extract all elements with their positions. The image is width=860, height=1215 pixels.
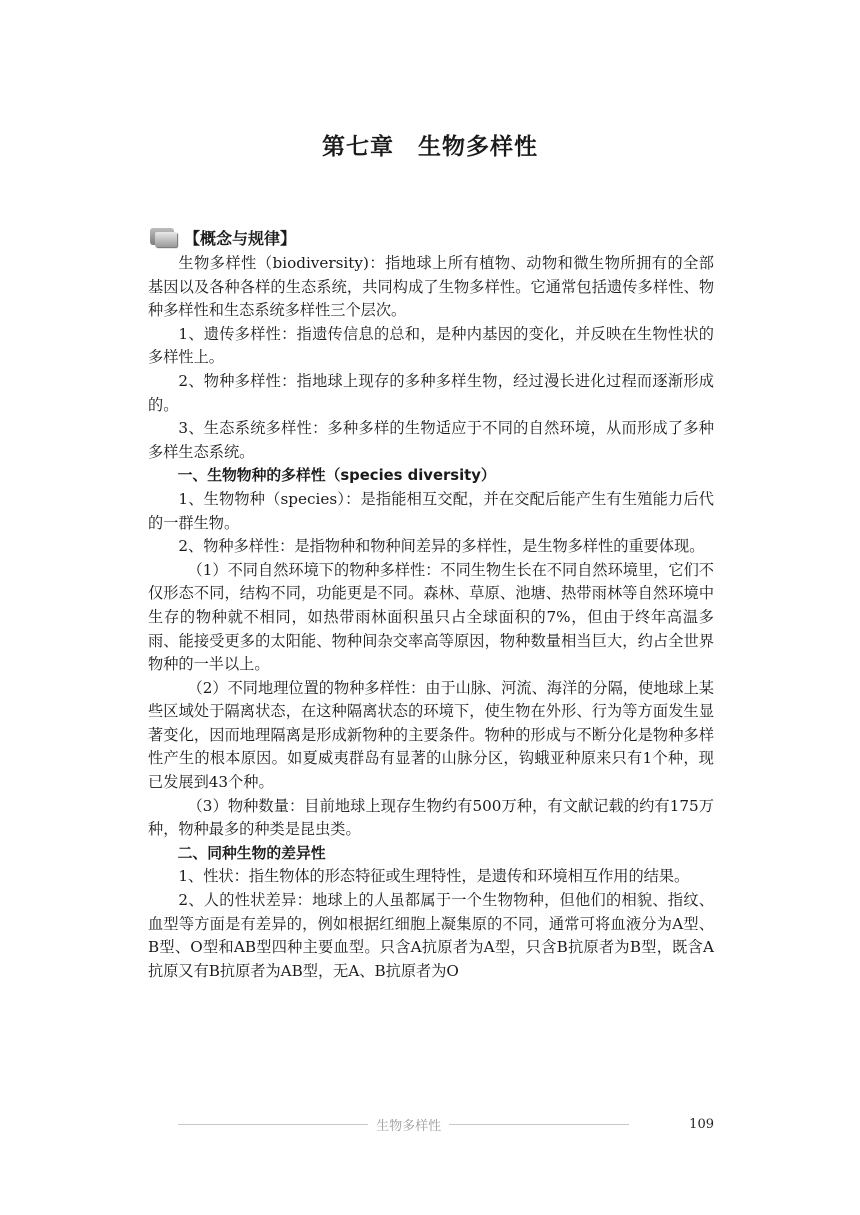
paragraph-environment-diversity: （1）不同自然环境下的物种多样性：不同生物生长在不同自然环境里，它们不仅形态不同，结构不同，功能更是不同。森林、草原、池塘、热带雨林等自然环境中生存的物种就不相同，如热带雨林面积虽只占全球面积的7%，但由于终年高温多雨、能接受更多的太阳能、物种间杂交率高等原因，物种数量相当巨大，约占全世界物种的一半以上。 — [148, 560, 714, 674]
section-header — [148, 222, 714, 252]
section-label: 【概念与规律】 — [184, 228, 297, 248]
footer-running-title: 生物多样性 — [376, 1118, 442, 1134]
paragraph-trait-definition: 1、性状：指生物体的形态特征或生理特性，是遗传和环境相互作用的结果。 — [178, 867, 690, 886]
paragraph-human-traits: 2、人的性状差异：地球上的人虽都属于一个生物物种，但他们的相貌、指纹、血型等方面是有差异的，例如根据红细胞上凝集原的不同，通常可将血液分为A型、B型、O型和AB型四种主要血型。只含A抗原者为A型，只含B抗原者为B型，既含A抗原又有B抗原者为AB型，无A、B抗原者为O — [148, 891, 714, 980]
paragraph-geographic-diversity: （2）不同地理位置的物种多样性：由于山脉、河流、海洋的分隔，使地球上某些区域处于隔离状态，在这种隔离状态的环境下，使生物在外形、行为等方面发生显著变化，因而地理隔离是形成新物种的主要条件。物种的形成与不断分化是物种多样性产生的根本原因。如夏威夷群岛有显著的山脉分区，钩蛾亚种原来只有1个种，现已发展到43个种。 — [148, 678, 714, 792]
folder-icon — [148, 225, 180, 249]
heading-intraspecies-variation: 二、同种生物的差异性 — [177, 844, 326, 862]
footer-rule-right — [449, 1124, 629, 1125]
paragraph-ecosystem-diversity: 3、生态系统多样性：多种多样的生物适应于不同的自然环境，从而形成了多种多样生态系统。 — [148, 419, 714, 461]
heading-species-diversity: 一、生物物种的多样性（species diversity） — [177, 467, 496, 485]
paragraph-species-diversity-definition: 2、物种多样性：是指物种和物种间差异的多样性，是生物多样性的重要体现。 — [178, 537, 705, 556]
page-footer — [178, 1114, 714, 1134]
chapter-title: 第七章 生物多样性 — [322, 134, 538, 160]
paragraph-species-definition: 1、生物物种（species）：是指能相互交配，并在交配后能产生有生殖能力后代的一群生物。 — [148, 489, 714, 532]
page-number: 109 — [689, 1116, 714, 1132]
paragraph-species-diversity: 2、物种多样性：指地球上现存的多种多样生物，经过漫长进化过程而逐渐形成的。 — [148, 371, 714, 414]
page-body — [148, 222, 714, 983]
paragraph-intro: 生物多样性（biodiversity)：指地球上所有植物、动物和微生物所拥有的全部基因以及各种各样的生态系统，共同构成了生物多样性。它通常包括遗传多样性、物种多样性和生态系统多样性三个层次。 — [148, 254, 714, 320]
paragraph-species-count: （3）物种数量：目前地球上现存生物约有500万种，有文献记载的约有175万种，物种最多的种类是昆虫类。 — [148, 796, 714, 839]
paragraph-genetic-diversity: 1、遗传多样性：指遗传信息的总和，是种内基因的变化，并反映在生物性状的多样性上。 — [148, 324, 714, 367]
footer-rule-left — [178, 1124, 368, 1125]
